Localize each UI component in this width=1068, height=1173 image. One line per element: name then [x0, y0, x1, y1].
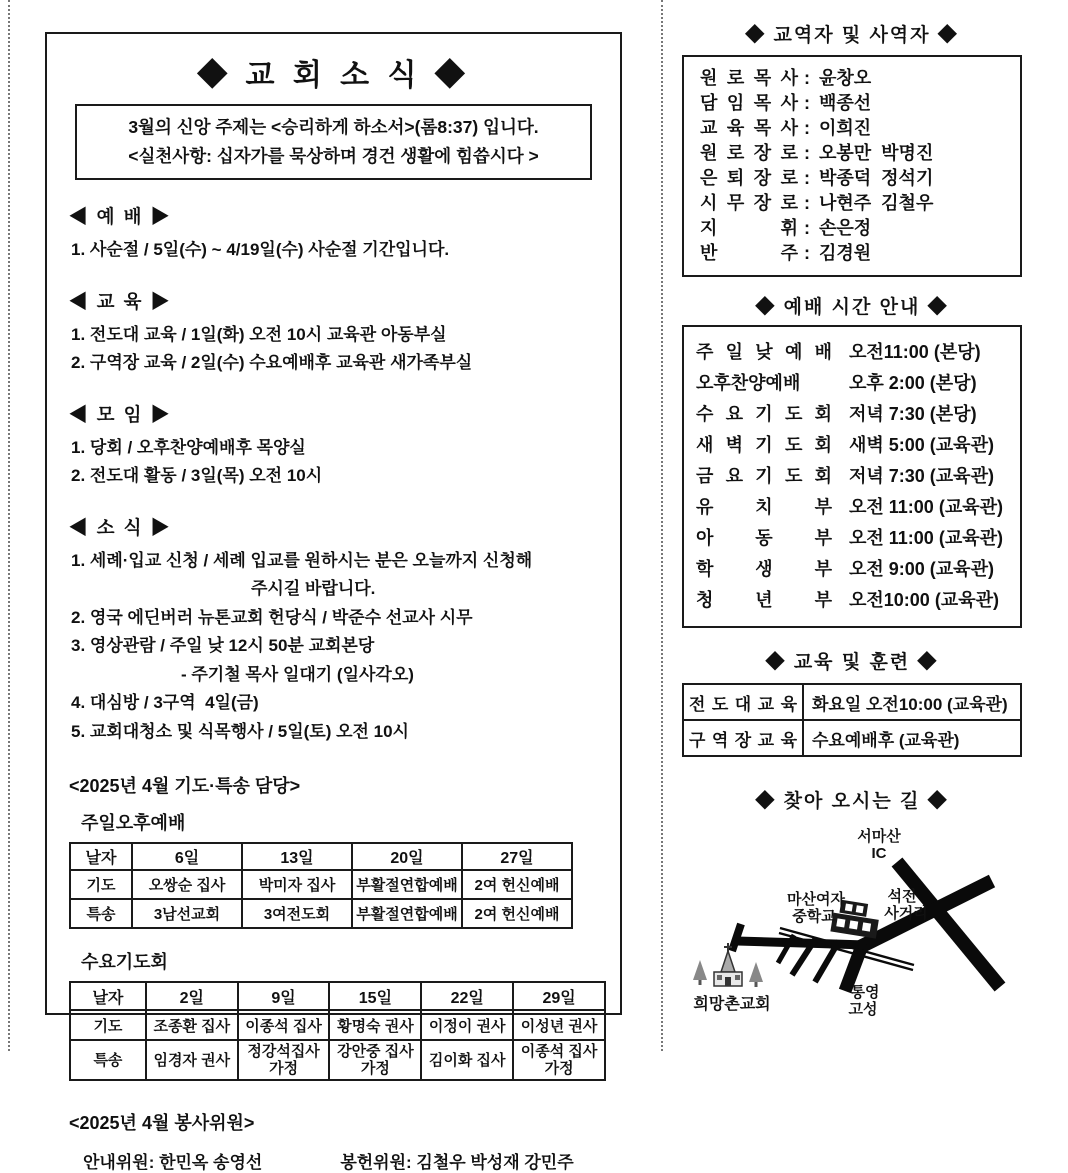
map-drawing [682, 817, 1052, 1032]
staff-row [700, 241, 1014, 266]
staff-row [700, 141, 1014, 166]
col-header: 27일 [462, 843, 572, 870]
table-row [70, 1010, 605, 1040]
table-row [683, 684, 1021, 720]
wednesday-prayer-table [69, 981, 606, 1081]
staff-name: 손은정 [819, 218, 872, 238]
table-row [70, 899, 572, 928]
page-title: ◆ 교 회 소 식 ◆ [197, 59, 470, 92]
staff-row [700, 116, 1014, 141]
staff-role: 지 휘 [700, 218, 798, 238]
staff-role: 원 로 장 로 [700, 143, 798, 163]
service-name: 수 요 기 도 회 [696, 404, 832, 424]
service-time: 오전 9:00 (교육관) [849, 559, 994, 579]
worship-time-row [696, 554, 1014, 585]
map-label-ic: 서마산 [857, 828, 901, 845]
left-fold-dotted-line [8, 0, 10, 1051]
cell: 특송 [70, 1040, 146, 1080]
sunday-afternoon-table-caption: 주일오후예배 [81, 813, 186, 833]
staff-row [700, 66, 1014, 91]
worship-time-row [696, 461, 1014, 492]
staff-row [700, 91, 1014, 116]
staff-name: 박종덕 정석기 [819, 168, 934, 188]
colon: : [804, 193, 810, 213]
cell: 황명숙 권사 [329, 1010, 421, 1040]
center-fold-dotted-line [661, 0, 663, 1051]
map-label-church: 희망촌교회 [693, 996, 771, 1013]
section-education-header: ◀ 교 육 ▶ [69, 290, 172, 312]
cell: 3여전도회 [242, 899, 352, 928]
program-time: 화요일 오전10:00 (교육관) [803, 684, 1021, 720]
map-label-south: 통영 [850, 984, 880, 1001]
col-header: 2일 [146, 982, 238, 1010]
col-header: 15일 [329, 982, 421, 1010]
worship-time-row [696, 337, 1014, 368]
section-news [69, 514, 606, 747]
section-news-header: ◀ 소 식 ▶ [69, 516, 172, 538]
road-end-cap [732, 924, 741, 951]
map-label-school: 중학교 [792, 908, 836, 925]
volunteers-row [83, 1148, 606, 1173]
cell: 특송 [70, 899, 132, 928]
cell: 이정이 권사 [421, 1010, 513, 1040]
education-item: 1. 전도대 교육 / 1일(화) 오전 10시 교육관 아동부실 [71, 324, 447, 344]
col-header: 13일 [242, 843, 352, 870]
cell: 김이화 집사 [421, 1040, 513, 1080]
meeting-item: 1. 당회 / 오후찬양예배후 목양실 [71, 437, 306, 457]
cell: 오쌍순 집사 [132, 870, 242, 899]
church-news-panel [45, 32, 622, 1172]
staff-name: 이희진 [819, 118, 872, 138]
col-header: 29일 [513, 982, 605, 1010]
staff-name: 윤창오 [819, 68, 872, 88]
cell: 3남선교회 [132, 899, 242, 928]
worship-time-row [696, 430, 1014, 461]
news-item: 2. 영국 에딘버러 뉴톤교회 헌당식 / 박준수 선교사 시무 [71, 607, 473, 627]
cell: 부활절연합예배 [352, 870, 462, 899]
service-time: 새벽 5:00 (교육관) [849, 435, 994, 455]
cell: 기도 [70, 1010, 146, 1040]
map-label-school: 마산여자 [787, 891, 845, 908]
cell: 부활절연합예배 [352, 899, 462, 928]
news-item: 5. 교회대청소 및 식목행사 / 5일(토) 오전 10시 [71, 721, 409, 741]
colon: : [804, 68, 810, 88]
colon: : [804, 243, 810, 263]
theme-line-1: 3월의 신앙 주제는 <승리하게 하소서>(롬8:37) 입니다. [128, 117, 539, 137]
worship-times-box [682, 325, 1022, 628]
service-time: 오전10:00 (교육관) [849, 590, 999, 610]
cell: 정강석집사 가정 [238, 1040, 330, 1080]
table-row [683, 720, 1021, 756]
service-time: 오후 2:00 (본당) [849, 373, 977, 393]
news-item: 3. 영상관람 / 주일 낮 12시 50분 교회본당 [71, 636, 375, 655]
staff-row [700, 216, 1014, 241]
cell: 이성년 권사 [513, 1010, 605, 1040]
service-time: 오전 11:00 (교육관) [849, 528, 1003, 548]
table-header-row [70, 843, 572, 870]
cell: 임경자 권사 [146, 1040, 238, 1080]
staff-role: 담 임 목 사 [700, 93, 798, 113]
colon: : [804, 93, 810, 113]
directions-title: ◆ 찾아 오시는 길 ◆ [755, 791, 949, 812]
volunteers-heading: <2025년 4월 봉사위원> [69, 1113, 255, 1133]
cell: 2여 헌신예배 [462, 870, 572, 899]
col-header: 9일 [238, 982, 330, 1010]
service-name: 아 동 부 [696, 528, 832, 548]
colon: : [804, 143, 810, 163]
worship-time-row [696, 523, 1014, 554]
cell: 박미자 집사 [242, 870, 352, 899]
theme-line-2: <실천사항: 십자가를 묵상하며 경건 생활에 힘씁시다 > [128, 146, 539, 166]
church-icon [714, 943, 742, 986]
worship-time-row [696, 399, 1014, 430]
table-row [70, 870, 572, 899]
education-training-title: ◆ 교육 및 훈련 ◆ [765, 652, 939, 673]
education-training-table [682, 683, 1022, 757]
staff-box [682, 55, 1022, 277]
col-header: 20일 [352, 843, 462, 870]
staff-section-title: ◆ 교역자 및 사역자 ◆ [745, 25, 959, 46]
service-name: 학 생 부 [696, 559, 832, 579]
news-item-continuation: 주시길 바랍니다. [251, 579, 376, 598]
guide-committee: 안내위원: 한민옥 송영선 [83, 1153, 263, 1172]
offering-committee: 봉헌위원: 김철우 박성재 강민주 [340, 1153, 574, 1172]
program-name: 전 도 대 교 육 [683, 684, 803, 720]
worship-item: 1. 사순절 / 5일(수) ~ 4/19일(수) 사순절 기간입니다. [71, 240, 450, 259]
col-header: 날자 [70, 982, 146, 1010]
church-road [737, 941, 866, 945]
table-header-row [70, 982, 605, 1010]
col-header: 6일 [132, 843, 242, 870]
colon: : [804, 218, 810, 238]
staff-name: 오봉만 박명진 [819, 143, 934, 163]
service-name: 새 벽 기 도 회 [696, 435, 832, 455]
staff-row [700, 166, 1014, 191]
map-label-crossroad: 석전 [887, 888, 917, 905]
map-label-crossroad: 사거리 [884, 905, 928, 922]
staff-row [700, 191, 1014, 216]
section-meetings [69, 401, 606, 491]
table-row [70, 1040, 605, 1080]
staff-name: 백종선 [819, 93, 872, 113]
worship-time-row [696, 585, 1014, 616]
colon: : [804, 168, 810, 188]
staff-role: 반 주 [700, 243, 798, 263]
section-education [69, 288, 606, 378]
sunday-afternoon-table [69, 842, 573, 929]
staff-role: 은 퇴 장 로 [700, 168, 798, 188]
staff-name: 나현주 김철우 [819, 193, 934, 213]
program-name: 구 역 장 교 육 [683, 720, 803, 756]
service-name: 오후찬양예배 [696, 373, 801, 393]
cell: 기도 [70, 870, 132, 899]
worship-time-row [696, 492, 1014, 523]
tree-icon [693, 960, 707, 985]
news-item: 1. 세례·입교 신청 / 세례 입교를 원하시는 분은 오늘까지 신청해 [71, 550, 533, 570]
section-worship-header: ◀ 예 배 ▶ [69, 206, 172, 227]
news-item: 4. 대심방 / 3구역 4일(금) [71, 693, 259, 712]
staff-role: 교 육 목 사 [700, 118, 798, 138]
wednesday-prayer-table-caption: 수요기도회 [81, 952, 168, 972]
service-name: 금 요 기 도 회 [696, 466, 832, 486]
program-time: 수요예배후 (교육관) [803, 720, 1021, 756]
service-name: 주 일 낮 예 배 [696, 342, 832, 362]
section-worship [69, 203, 606, 265]
map-label-south: 고성 [848, 1001, 878, 1018]
service-name: 유 치 부 [696, 497, 832, 517]
cell: 강안중 집사 가정 [329, 1040, 421, 1080]
cell: 이종석 집사 가정 [513, 1040, 605, 1080]
staff-role: 시 무 장 로 [700, 193, 798, 213]
staff-role: 원 로 목 사 [700, 68, 798, 88]
service-time: 오전 11:00 (교육관) [849, 497, 1003, 517]
cell: 조종환 집사 [146, 1010, 238, 1040]
map-label-ic: IC [871, 845, 887, 862]
service-time: 저녁 7:30 (교육관) [849, 466, 994, 486]
assignment-heading: <2025년 4월 기도·특송 담당> [69, 776, 301, 796]
news-item-continuation: - 주기철 목사 일대기 (일사각오) [181, 664, 414, 684]
cell: 2여 헌신예배 [462, 899, 572, 928]
worship-time-row [696, 368, 1014, 399]
worship-times-title: ◆ 예배 시간 안내 ◆ [755, 297, 949, 318]
education-item: 2. 구역장 교육 / 2일(수) 수요예배후 교육관 새가족부실 [71, 353, 473, 372]
info-panel [682, 20, 1022, 1032]
meeting-item: 2. 전도대 활동 / 3일(목) 오전 10시 [71, 466, 323, 485]
tree-icon [749, 962, 763, 987]
staff-name: 김경원 [819, 243, 872, 263]
section-meetings-header: ◀ 모 임 ▶ [69, 403, 172, 425]
monthly-theme-box [75, 104, 592, 180]
cell: 이종석 집사 [238, 1010, 330, 1040]
service-time: 오전11:00 (본당) [849, 342, 981, 362]
service-time: 저녁 7:30 (본당) [849, 404, 977, 424]
col-header: 22일 [421, 982, 513, 1010]
colon: : [804, 118, 810, 138]
service-name: 청 년 부 [696, 590, 832, 610]
directions-map [682, 817, 1052, 1032]
col-header: 날자 [70, 843, 132, 870]
